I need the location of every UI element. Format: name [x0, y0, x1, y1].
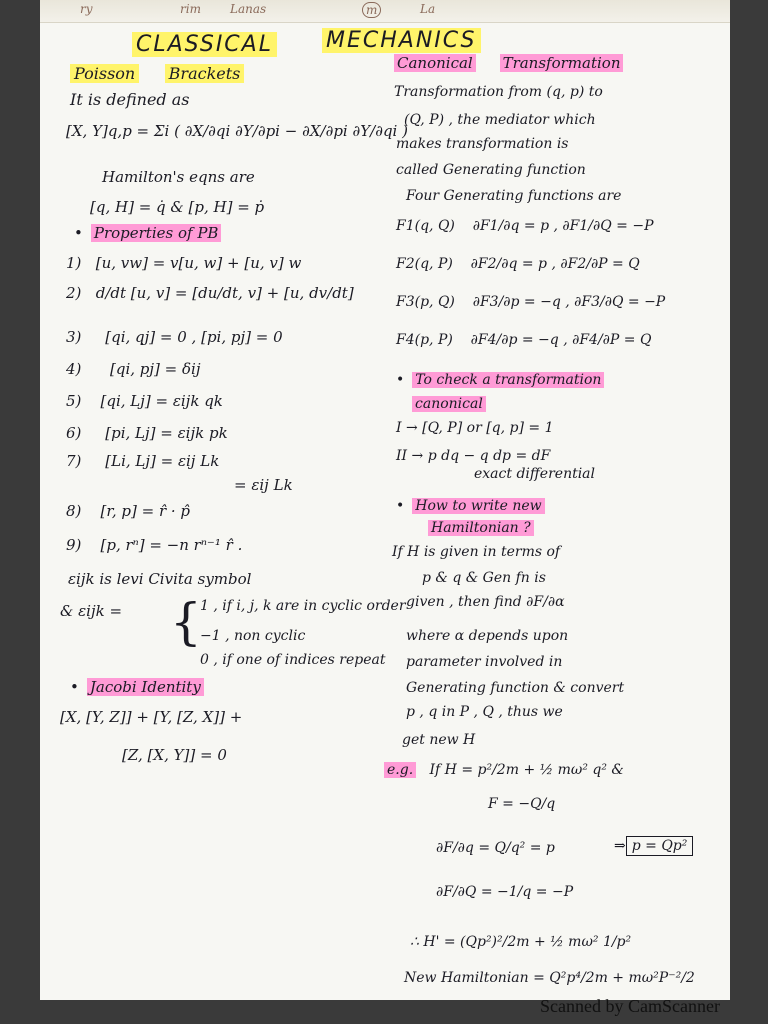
example-result-box: ⇒ p = Qp² — [614, 838, 693, 854]
check-label-2: canonical — [412, 396, 486, 412]
jacobi-line-1: [X, [Y, Z]] + [Y, [Z, X]] + — [60, 708, 243, 726]
hamilton-line: Hamilton's eqns are — [102, 168, 255, 186]
jacobi-line-2: [Z, [X, Y]] = 0 — [122, 746, 227, 764]
hamilton-eqns: [q, H] = q̇ & [p, H] = ṗ — [90, 198, 265, 216]
property-item: 3) [qi, qj] = 0 , [pi, pj] = 0 — [66, 328, 283, 346]
example-derivative-2: ∂F/∂Q = −1/q = −P — [436, 884, 574, 900]
property-item: 7) [Li, Lj] = εij Lk — [66, 452, 220, 470]
gen-function-row: F4(p, P) ∂F4/∂p = −q , ∂F4/∂P = Q — [396, 332, 652, 348]
scanned-page — [40, 0, 730, 1000]
ct-heading: Canonical Transformation — [394, 54, 623, 72]
example-F: F = −Q/q — [488, 796, 556, 812]
strip-text-3: Lanas — [230, 2, 267, 16]
strip-text-5: La — [420, 2, 436, 16]
strip-text-1: ry — [80, 2, 93, 16]
levi-civita-line: εijk is levi Civita symbol — [68, 570, 252, 588]
how-line: given , then find ∂F/∂α — [406, 594, 565, 610]
how-label: • How to write new — [396, 498, 545, 514]
check-condition: II → p dq − q dp = dF — [396, 448, 551, 464]
levi-case: 1 , if i, j, k are in cyclic order — [200, 598, 406, 614]
check-condition-note: exact differential — [474, 466, 596, 482]
title-left: CLASSICAL — [132, 32, 277, 57]
page-top-strip — [40, 0, 730, 23]
jacobi-label: • Jacobi Identity — [70, 678, 204, 696]
ct-text: called Generating function — [396, 162, 586, 178]
gen-function-row: F3(p, Q) ∂F3/∂p = −q , ∂F3/∂Q = −P — [396, 294, 666, 310]
gen-function-row: F1(q, Q) ∂F1/∂q = p , ∂F1/∂Q = −P — [396, 218, 654, 234]
properties-label: • Properties of PB — [74, 224, 221, 242]
pb-heading: Poisson Brackets — [70, 64, 244, 83]
ct-text: (Q, P) , the mediator which — [404, 112, 596, 128]
how-line: If H is given in terms of — [392, 544, 561, 560]
example-line: e.g. If H = p²/2m + ½ mω² q² & — [384, 762, 624, 778]
title-right: MECHANICS — [322, 28, 481, 53]
how-line: get new H — [402, 732, 476, 748]
pb-definition: [X, Y]q,p = Σi ( ∂X/∂qi ∂Y/∂pi − ∂X/∂pi ∂Y/∂qi ) — [66, 122, 408, 140]
how-label-2: Hamiltonian ? — [428, 520, 534, 536]
property-item: 8) [r, p] = r̂ · p̂ — [66, 502, 191, 520]
example-new-hamiltonian: New Hamiltonian = Q²p⁴/2m + mω²P⁻²/2 — [404, 970, 695, 986]
how-line: p & q & Gen fn is — [422, 570, 546, 586]
scanner-watermark: Scanned by CamScanner — [540, 996, 720, 1016]
strip-text-2: rim — [180, 2, 201, 16]
cases-brace: { — [170, 593, 202, 651]
check-label: • To check a transformation — [396, 372, 604, 388]
levi-case: −1 , non cyclic — [200, 628, 306, 644]
property-item: 5) [qi, Lj] = εijk qk — [66, 392, 223, 410]
how-line: parameter involved in — [406, 654, 563, 670]
gen-function-row: F2(q, P) ∂F2/∂q = p , ∂F2/∂P = Q — [396, 256, 640, 272]
strip-text-4: m — [362, 2, 381, 18]
example-derivative-1: ∂F/∂q = Q/q² = p — [436, 840, 555, 856]
property-item: = εij Lk — [234, 476, 293, 494]
how-line: Generating function & convert — [406, 680, 625, 696]
property-item: 2) d/dt [u, v] = [du/dt, v] + [u, dv/dt] — [66, 284, 354, 302]
how-line: where α depends upon — [406, 628, 569, 644]
ct-text: Transformation from (q, p) to — [394, 84, 603, 100]
property-item: 9) [p, rⁿ] = −n rⁿ⁻¹ r̂ . — [66, 536, 243, 554]
ct-text: makes transformation is — [396, 136, 569, 152]
levi-case: 0 , if one of indices repeat — [200, 652, 386, 668]
ct-text: Four Generating functions are — [406, 188, 622, 204]
levi-civita-def: & εijk = — [60, 602, 123, 620]
pb-defined-text: It is defined as — [70, 90, 190, 109]
property-item: 4) [qi, pj] = δij — [66, 360, 201, 378]
property-item: 6) [pi, Lj] = εijk pk — [66, 424, 228, 442]
example-H-prime: ∴ H' = (Qp²)²/2m + ½ mω² 1/p² — [410, 934, 632, 950]
property-item: 1) [u, vw] = v[u, w] + [u, v] w — [66, 254, 302, 272]
check-condition: I → [Q, P] or [q, p] = 1 — [396, 420, 554, 436]
how-line: p , q in P , Q , thus we — [406, 704, 563, 720]
